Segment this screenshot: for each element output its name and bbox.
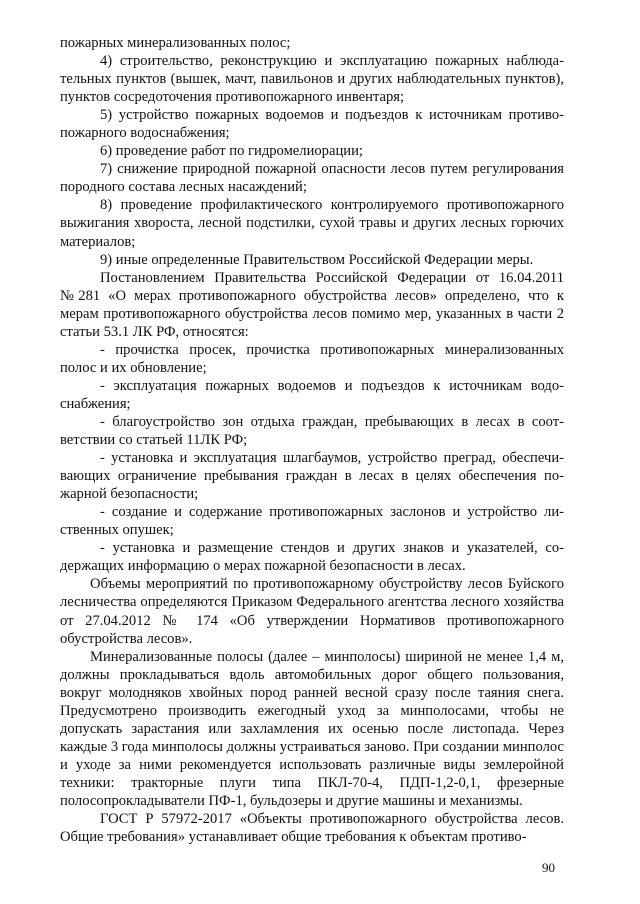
paragraph: - установка и эксплуатация шлагбаумов, устройство преград, обеспечивающих ограничение пребывания граждан в лесах в целях обеспечения пожарной безопасности; [60,450,564,503]
paragraph: - установка и размещение стендов и других знаков и указателей, содержащих информацию о мерах пожарной безопасности в лесах. [60,540,564,575]
paragraph: Минерализованные полосы (далее – минполосы) шириной не менее 1,4 м, должны прокладываться вдоль автомобильных дорог общего пользования, вокруг молодняков хвойных пород ранней весной сразу после таяния снега. Предусмотрено производить ежегодный уход за минполосами, чтобы не допускать зарастания или захламления их осенью после листопада. Через каждые 3 года минполосы должны устраиваться заново. При создании минполос и уходе за ними рекомендуется использовать различные виды землеройной техники: тракторные плуги типа ПКЛ-70-4, ПДП-1,2-0,1, фрезерные полосопрокладыватели ПФ-1, бульдозеры и другие машины и механизмы. [60,648,564,809]
paragraph: ГОСТ Р 57972-2017 «Объекты противопожарного обустройства лесов. Общие требования» устанавливает общие требования к объектам противо- [60,811,564,846]
paragraph: 5) устройство пожарных водоемов и подъездов к источникам противопожарного водоснабжения; [60,107,564,142]
paragraph: - прочистка просек, прочистка противопожарных минерализованных полос и их обновление; [60,341,564,376]
paragraph: - благоустройство зон отдыха граждан, пребывающих в лесах в соответствии со статьей 11ЛК РФ; [60,413,564,449]
paragraph: Объемы мероприятий по противопожарному обустройству лесов Буйского лесничества определяются Приказом Федерального агентства лесного хозяйства от 27.04.2012 № 174 «Об утверждении Нормативов противопожарного обустройства лесов». [60,576,564,647]
paragraph: 4) строительство, реконструкцию и эксплуатацию пожарных наблюдательных пунктов (вышек, мачт, павильонов и других наблюдательных пунктов), пунктов сосредоточения противопожарного инвентаря; [60,53,564,106]
paragraph: 8) проведение профилактического контролируемого противопожарного выжигания хвороста, лесной подстилки, сухой травы и других лесных горючих материалов; [60,197,564,250]
paragraph: - создание и содержание противопожарных заслонов и устройство лиственных опушек; [60,504,564,539]
page-number: 90 [542,860,555,875]
paragraph: пожарных минерализованных полос; [60,35,291,51]
paragraph: 9) иные определенные Правительством Российской Федерации меры. [100,251,534,268]
paragraph: 7) снижение природной пожарной опасности лесов путем регулирования породного состава лесных насаждений; [60,161,564,196]
paragraph: Постановлением Правительства Российской Федерации от 16.04.2011 №281 «О мерах противопожарного обустройства лесов» определено, что к мерам противопожарного обустройства лесов помимо мер, указанных в части 2 статьи 53.1 ЛК РФ, относятся: [60,269,564,340]
paragraph: - эксплуатация пожарных водоемов и подъездов к источникам водоснабжения; [60,377,564,412]
paragraph: 6) проведение работ по гидромелиорации; [100,143,363,160]
document-page [60,34,564,846]
